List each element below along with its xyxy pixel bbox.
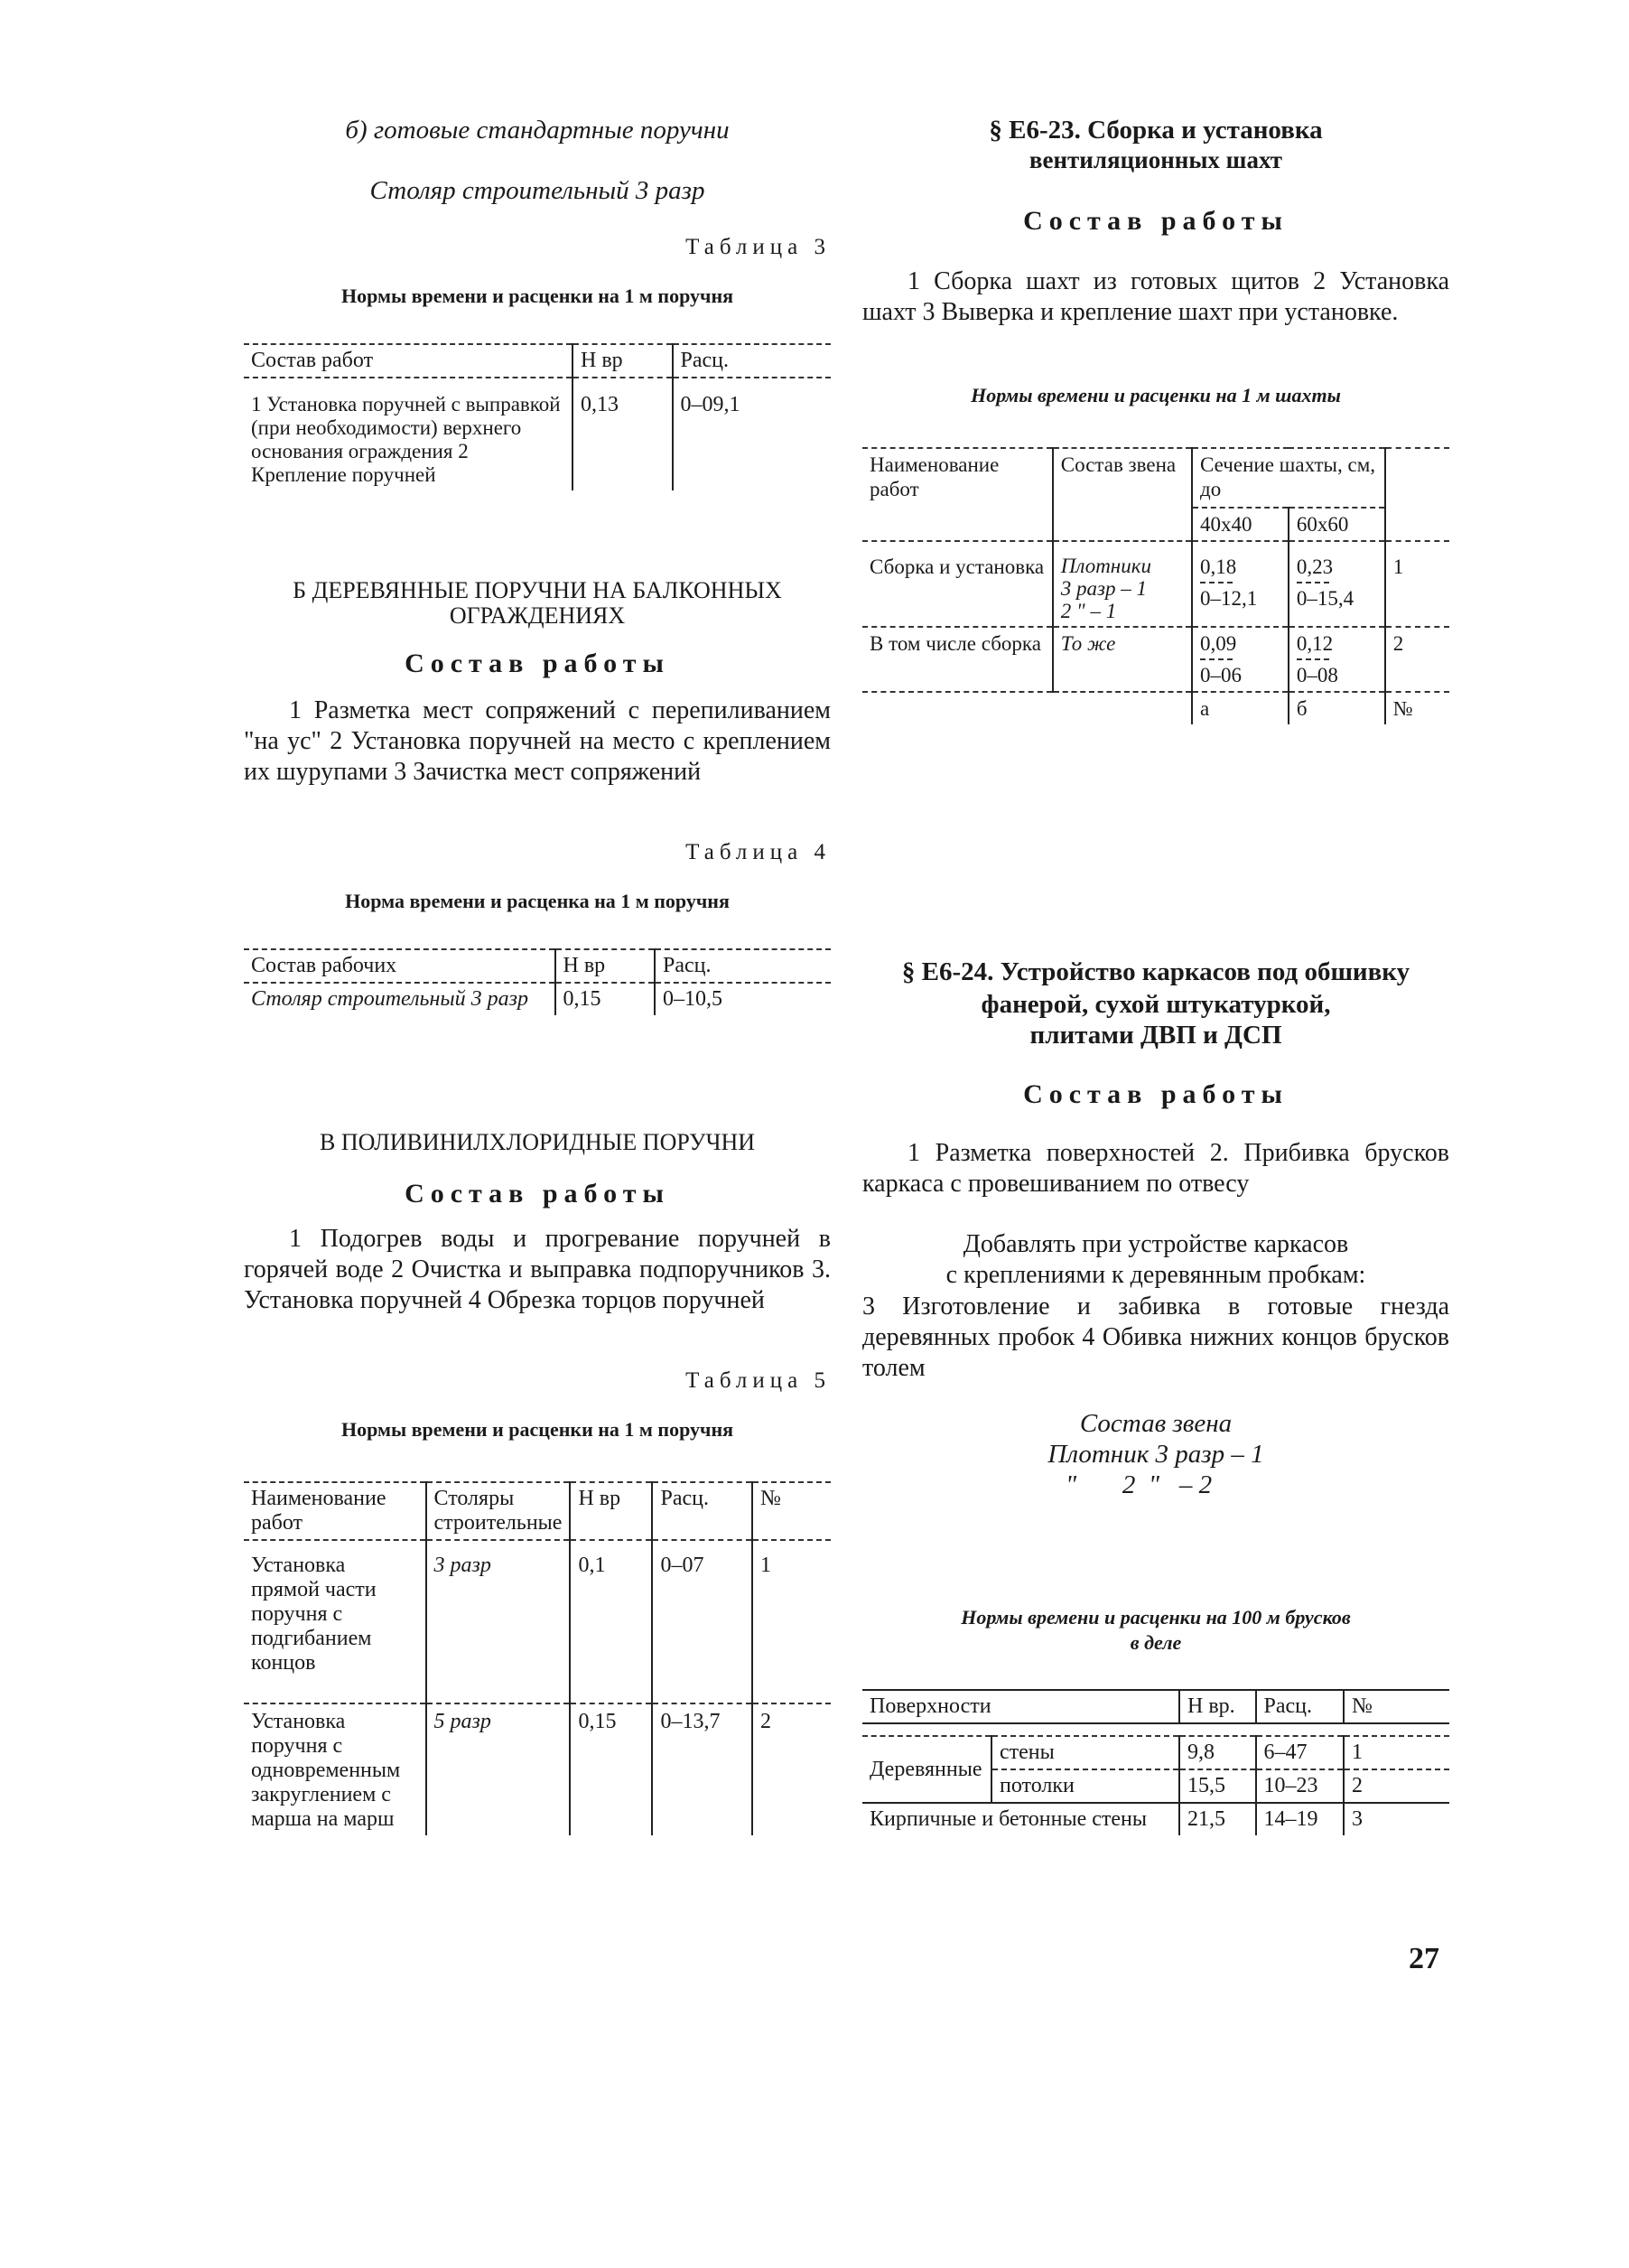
col-header: Н вр	[555, 949, 656, 983]
col-header: Наименование работ	[862, 448, 1053, 541]
table-row	[244, 389, 831, 490]
col-header: Расц.	[652, 1482, 752, 1540]
norm-time: 0,09	[1200, 632, 1237, 655]
table-row	[862, 1803, 1449, 1835]
table-row	[244, 1703, 831, 1835]
cell: стены	[991, 1736, 1179, 1769]
crew-line: " 2 " – 2	[1066, 1470, 1213, 1499]
rate: 0–15,4	[1296, 587, 1354, 610]
cell: 2	[1352, 1774, 1363, 1797]
paragraph: 1 Сборка шахт из готовых щитов 2 Установка шахт 3 Выверка и крепление шахт при установке.	[862, 267, 1449, 326]
col-header: Расц.	[1256, 1690, 1345, 1723]
cell: 0–07	[652, 1540, 752, 1703]
paragraph: с креплениями к деревянным пробкам:	[945, 1261, 1366, 1289]
table-caption: Нормы времени и расценки на 1 м шахты	[971, 384, 1341, 406]
cell: В том числе сборка	[862, 627, 1053, 692]
paragraph: 1 Разметка поверхностей 2. Прибивка брусков каркаса с провешиванием по отвесу	[862, 1139, 1449, 1198]
cell: 2	[759, 1710, 771, 1733]
norm-time: 0,12	[1296, 632, 1334, 655]
cell	[1192, 627, 1289, 692]
cell: 1	[759, 1554, 771, 1577]
col-header: 60х60	[1289, 508, 1385, 541]
subsection-title: б) готовые стандартные поручни	[345, 116, 730, 145]
crew-title: Состав звена	[1079, 1409, 1233, 1438]
column-index: б	[1289, 692, 1385, 724]
col-header: №	[759, 1487, 781, 1510]
section-heading: В ПОЛИВИНИЛХЛОРИДНЫЕ ПОРУЧНИ	[319, 1129, 756, 1155]
cell: 2	[1392, 632, 1404, 655]
column-index: а	[1192, 692, 1289, 724]
section-subheading: Состав работы	[1023, 1079, 1289, 1109]
crew-line: Плотники	[1060, 555, 1151, 577]
table-row	[244, 1540, 831, 1703]
section-title: плитами ДВП и ДСП	[1029, 1021, 1282, 1050]
section-title: вентиляционных шахт	[1029, 146, 1283, 173]
table-e6-23	[862, 447, 1449, 724]
col-header: Сечение шахты, см, до	[1192, 448, 1385, 508]
column-index: №	[1392, 697, 1413, 720]
cell: 0–13,7	[652, 1703, 752, 1835]
table-5	[244, 1481, 831, 1835]
rate: 0–06	[1200, 664, 1243, 686]
col-header: Расц.	[663, 954, 712, 977]
table-caption: Нормы времени и расценки на 1 м поручня	[340, 1418, 734, 1441]
section-subheading: Состав работы	[1023, 206, 1289, 236]
table-caption: Норма времени и расценка на 1 м поручня	[345, 890, 730, 912]
cell	[1289, 627, 1385, 692]
table-footer-row	[862, 692, 1449, 724]
col-header: Наименование работ	[244, 1482, 426, 1540]
page-number: 27	[1409, 1942, 1439, 1975]
cell: 5 разр	[426, 1703, 571, 1835]
norm-time: 0,23	[1296, 555, 1334, 578]
paragraph: 3 Изготовление и забивка в готовые гнезда деревянных пробок 4 Обивка нижних концов брусков толем	[862, 1293, 1449, 1382]
col-header: Расц.	[680, 349, 729, 372]
cell: 21,5	[1179, 1803, 1256, 1835]
cell: 3	[1352, 1807, 1363, 1831]
crew-line: 2 " – 1	[1060, 600, 1117, 622]
col-header: Столяры строительные	[426, 1482, 571, 1540]
paragraph: Добавлять при устройстве каркасов	[963, 1230, 1349, 1258]
cell: 0,13	[572, 389, 673, 490]
cell: 0,1	[570, 1540, 652, 1703]
cell: 1	[1392, 555, 1404, 578]
table-label: Таблица 5	[685, 1368, 831, 1393]
cell: Столяр строительный 3 разр	[244, 983, 555, 1015]
crew-line: Плотник 3 разр – 1	[1047, 1440, 1264, 1469]
table-3	[244, 343, 831, 490]
table-e6-24	[862, 1689, 1449, 1835]
table-row	[862, 541, 1449, 627]
cell	[1289, 541, 1385, 627]
section-title: фанерой, сухой штукатуркой,	[981, 990, 1331, 1019]
table-label: Таблица 4	[685, 840, 831, 864]
cell: 0,15	[555, 983, 656, 1015]
cell: Установка поручня с одновременным закруглением с марша на марш	[244, 1703, 426, 1835]
row-group: Деревянные	[862, 1736, 991, 1803]
col-header: Н вр	[570, 1482, 652, 1540]
cell: Сборка и установка	[862, 541, 1053, 627]
section-title: § Е6-24. Устройство каркасов под обшивку	[901, 957, 1410, 986]
section-title: § Е6-23. Сборка и установка	[989, 116, 1323, 145]
col-header: Состав работ	[244, 344, 572, 378]
table-label: Таблица 3	[685, 235, 831, 259]
table-row	[862, 627, 1449, 692]
col-header: Состав рабочих	[244, 949, 555, 983]
cell: 14–19	[1256, 1803, 1345, 1835]
paragraph: 1 Разметка мест сопряжений с перепиливанием "на ус" 2 Установка поручней на место с креплением их шурупами 3 Зачистка мест сопряжений	[244, 696, 831, 786]
crew-line: Столяр строительный 3 разр	[369, 176, 705, 205]
norm-time: 0,18	[1200, 555, 1237, 578]
cell	[1192, 541, 1289, 627]
table-caption: в деле	[1130, 1631, 1182, 1654]
paragraph: 1 Подогрев воды и прогревание поручней в горячей воде 2 Очистка и выправка подпоручников 3. Установка поручней 4 Обрезка торцов поручней	[244, 1225, 831, 1314]
cell: 0–10,5	[663, 987, 722, 1011]
col-header: 40х40	[1192, 508, 1289, 541]
cell: Кирпичные и бетонные стены	[862, 1803, 1179, 1835]
cell: 6–47	[1256, 1736, 1345, 1769]
cell: 3 разр	[426, 1540, 571, 1703]
table-row	[862, 1736, 1449, 1769]
cell: 0–09,1	[680, 393, 740, 416]
cell: 1 Установка поручней с выправкой (при необходимости) верхнего основания ограждения 2 Крепление поручней	[244, 389, 572, 490]
cell: 0,15	[570, 1703, 652, 1835]
section-heading: Б ДЕРЕВЯННЫЕ ПОРУЧНИ НА БАЛКОННЫХ ОГРАЖДЕНИЯХ	[293, 577, 782, 629]
cell: То же	[1053, 627, 1192, 692]
col-header: Н вр.	[1179, 1690, 1256, 1723]
cell: 10–23	[1256, 1769, 1345, 1803]
section-subheading: Состав работы	[405, 649, 670, 678]
cell: 9,8	[1179, 1736, 1256, 1769]
section-subheading: Состав работы	[405, 1179, 670, 1209]
table-row	[244, 983, 831, 1015]
col-header: №	[1352, 1694, 1373, 1718]
table-caption: Нормы времени и расценки на 100 м брусков	[961, 1606, 1351, 1629]
cell: Установка прямой части поручня с подгибанием концов	[244, 1540, 426, 1703]
rate: 0–08	[1296, 664, 1338, 686]
table-caption: Нормы времени и расценки на 1 м поручня	[340, 285, 734, 307]
cell	[1053, 541, 1192, 627]
col-header: Состав звена	[1053, 448, 1192, 541]
rate: 0–12,1	[1200, 587, 1258, 610]
cell: потолки	[991, 1769, 1179, 1803]
col-header: Поверхности	[862, 1690, 1179, 1723]
cell: 15,5	[1179, 1769, 1256, 1803]
cell: 1	[1352, 1741, 1363, 1764]
crew-line: 3 разр – 1	[1060, 577, 1148, 600]
col-header: Н вр	[572, 344, 673, 378]
table-4	[244, 948, 831, 1015]
